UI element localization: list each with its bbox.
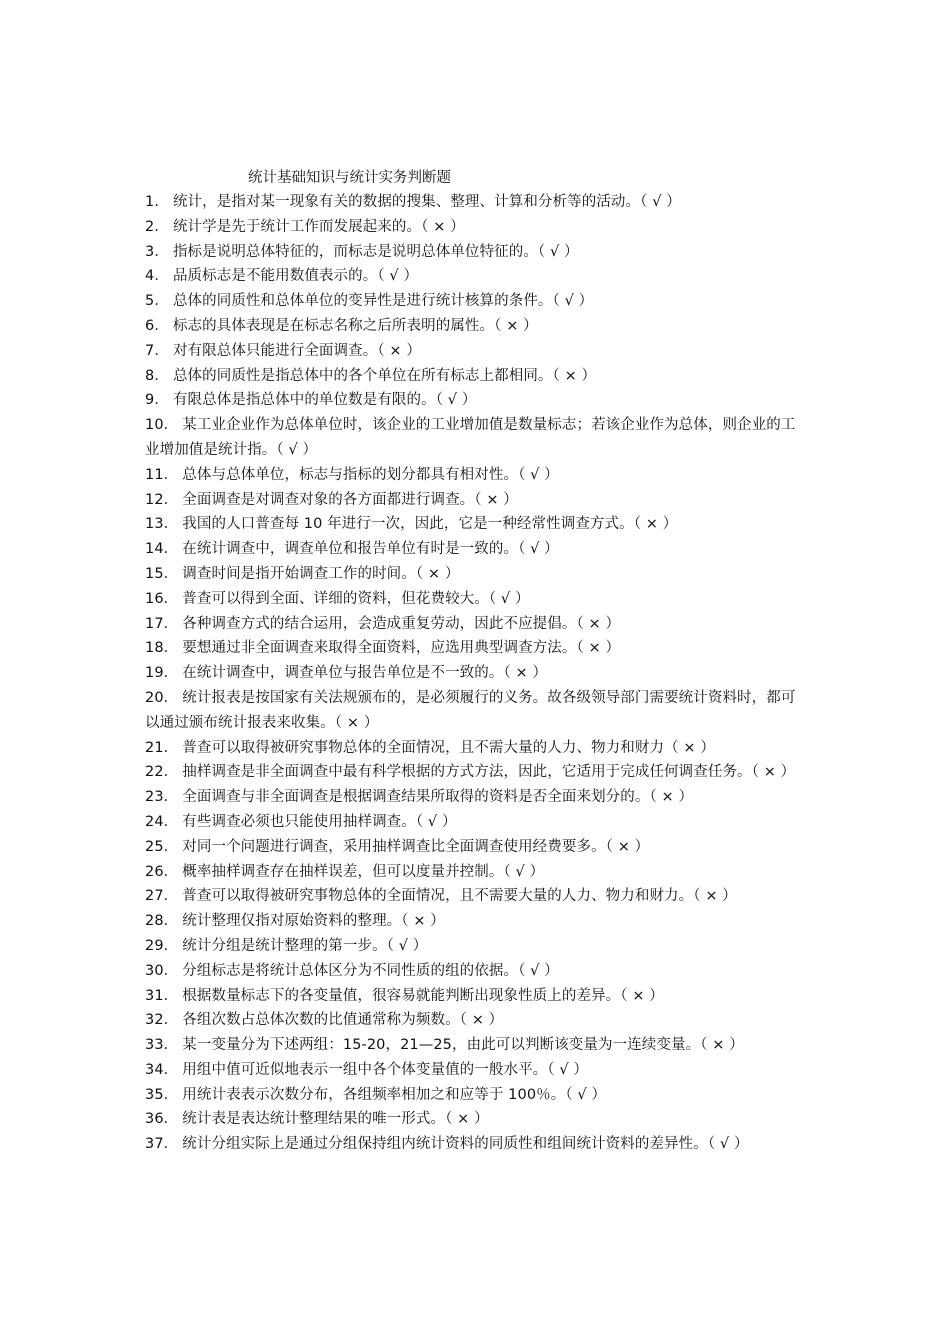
question-text: 统计学是先于统计工作而发展起来的。（ × ） [172,218,465,235]
question-text: 各组次数占总体次数的比值通常称为频数。（ × ） [182,1012,504,1029]
question-number: 26． [145,863,179,880]
question-text: 标志的具体表现是在标志名称之后所表明的属性。（ × ） [172,317,538,334]
question-number: 21． [145,739,179,756]
question-number: 16． [145,590,179,607]
question-number: 33． [145,1037,179,1054]
question-text: 全面调查与非全面调查是根据调查结果所取得的资料是否全面来划分的。（ × ） [182,789,694,806]
question-item [145,1107,810,1132]
question-item [145,860,810,885]
question-number: 4． [145,268,169,285]
question-text: 统计整理仅指对原始资料的整理。（ × ） [182,913,445,930]
question-item [145,190,810,215]
question-number: 18． [145,640,179,657]
question-item [145,1083,810,1108]
question-text: 统计表是表达统计整理结果的唯一形式。（ × ） [182,1111,489,1128]
question-number: 8． [145,367,169,384]
question-text: 分组标志是将统计总体区分为不同性质的组的依据。（ √ ） [182,962,559,979]
question-text: 用组中值可近似地表示一组中各个体变量值的一般水平。（ √ ） [182,1061,588,1078]
question-item [145,562,810,587]
question-number: 31． [145,987,179,1004]
question-text: 普查可以取得被研究事物总体的全面情况，且不需大量的人力、物力和财力（ × ） [182,739,715,756]
question-text: 品质标志是不能用数值表示的。（ √ ） [172,268,419,285]
question-text: 统计报表是按国家有关法规颁布的，是必须履行的义务。故各级领导部门需要统计资料时，都可以通过颁布统计报表来收集。（ × ） [145,689,796,731]
question-number: 29． [145,937,179,954]
question-number: 19． [145,665,179,682]
question-text: 某工业企业作为总体单位时，该企业的工业增加值是数量标志；若该企业作为总体，则企业的工业增加值是统计指。（ √ ） [145,417,796,458]
question-text: 普查可以取得被研究事物总体的全面情况，且不需要大量的人力、物力和财力。（ × ） [182,888,737,905]
question-number: 27． [145,888,179,905]
question-item [145,636,810,661]
question-text: 概率抽样调查存在抽样误差，但可以度量并控制。（ √ ） [182,863,545,880]
question-number: 35． [145,1086,179,1103]
question-number: 15． [145,565,179,582]
question-item [145,264,810,289]
question-text: 普查可以得到全面、详细的资料，但花费较大。（ √ ） [182,590,530,607]
question-number: 23． [145,789,179,806]
question-number: 6． [145,317,169,334]
question-number: 13． [145,516,179,533]
question-item [145,215,810,240]
question-item [145,934,810,959]
question-item [145,760,810,785]
question-number: 11． [145,466,179,483]
question-number: 2． [145,218,169,235]
question-number: 34． [145,1061,179,1078]
question-text: 统计分组是统计整理的第一步。（ √ ） [182,937,428,954]
question-item [145,314,810,339]
question-number: 20． [145,689,179,706]
question-text: 根据数量标志下的各变量值，很容易就能判断出现象性质上的差异。（ × ） [182,987,664,1004]
question-number: 10． [145,417,179,434]
question-text: 调查时间是指开始调查工作的时间。（ × ） [182,565,460,582]
question-number: 7． [145,342,169,359]
question-item [145,463,810,488]
question-item [145,1033,810,1058]
question-item [145,339,810,364]
question-item [145,1058,810,1083]
question-text: 全面调查是对调查对象的各方面都进行调查。（ × ） [182,491,518,508]
question-item [145,612,810,637]
question-item [145,1008,810,1033]
question-number: 22． [145,764,179,781]
question-item [145,909,810,934]
question-item [145,388,810,413]
question-text: 总体的同质性是指总体中的各个单位在所有标志上都相同。（ × ） [172,367,597,384]
question-number: 17． [145,615,179,632]
question-text: 在统计调查中，调查单位和报告单位有时是一致的。（ √ ） [182,541,559,558]
question-item [145,661,810,686]
question-text: 对有限总体只能进行全面调查。（ × ） [172,342,421,359]
question-text: 我国的人口普查每 10 年进行一次，因此，它是一种经常性调查方式。（ × ） [182,516,678,533]
question-item [145,686,810,736]
question-item [145,289,810,314]
question-number: 5． [145,293,169,310]
question-item [145,984,810,1009]
question-text: 有些调查必须也只能使用抽样调查。（ √ ） [182,813,457,830]
question-number: 24． [145,813,179,830]
question-item [145,959,810,984]
question-number: 37． [145,1136,179,1153]
question-text: 在统计调查中，调查单位与报告单位是不一致的。（ × ） [182,665,548,682]
question-text: 某一变量分为下述两组：15-20，21—25，由此可以判断该变量为一连续变量。（ × ） [182,1037,744,1054]
question-number: 9． [145,392,169,409]
question-item [145,785,810,810]
question-text: 抽样调查是非全面调查中最有科学根据的方式方法，因此，它适用于完成任何调查任务。（ × ） [182,764,796,781]
question-text: 各种调查方式的结合运用，会造成重复劳动，因此不应提倡。（ × ） [182,615,621,632]
question-text: 统计分组实际上是通过分组保持组内统计资料的同质性和组间统计资料的差异性。（ √ ） [182,1136,749,1153]
question-item [145,835,810,860]
question-text: 要想通过非全面调查来取得全面资料，应选用典型调查方法。（ × ） [182,640,621,657]
question-item [145,1132,810,1157]
question-list [145,190,810,1157]
question-item [145,240,810,265]
question-item [145,413,810,463]
question-text: 对同一个问题进行调查，采用抽样调查比全面调查使用经费要多。（ × ） [182,838,650,855]
question-text: 用统计表表示次数分布，各组频率相加之和应等于 100％。（ √ ） [182,1086,607,1103]
question-number: 28． [145,913,179,930]
question-number: 25． [145,838,179,855]
question-item [145,587,810,612]
question-text: 总体与总体单位，标志与指标的划分都具有相对性。（ √ ） [182,466,559,483]
question-text: 指标是说明总体特征的，而标志是说明总体单位特征的。（ √ ） [172,243,579,260]
document-title: 统计基础知识与统计实务判断题 [248,170,451,186]
question-number: 30． [145,962,179,979]
question-text: 总体的同质性和总体单位的变异性是进行统计核算的条件。（ √ ） [172,293,594,310]
question-number: 14． [145,541,179,558]
question-item [145,512,810,537]
question-item [145,884,810,909]
question-item [145,364,810,389]
question-item [145,810,810,835]
question-item [145,736,810,761]
question-item [145,537,810,562]
question-text: 有限总体是指总体中的单位数是有限的。（ √ ） [172,392,477,409]
question-number: 1． [145,194,169,210]
question-number: 12． [145,491,179,508]
question-text: 统计，是指对某一现象有关的数据的搜集、整理、计算和分析等的活动。（ √ ） [172,194,681,210]
question-item [145,488,810,513]
question-number: 32． [145,1012,179,1029]
question-number: 36． [145,1111,179,1128]
question-number: 3． [145,243,169,260]
